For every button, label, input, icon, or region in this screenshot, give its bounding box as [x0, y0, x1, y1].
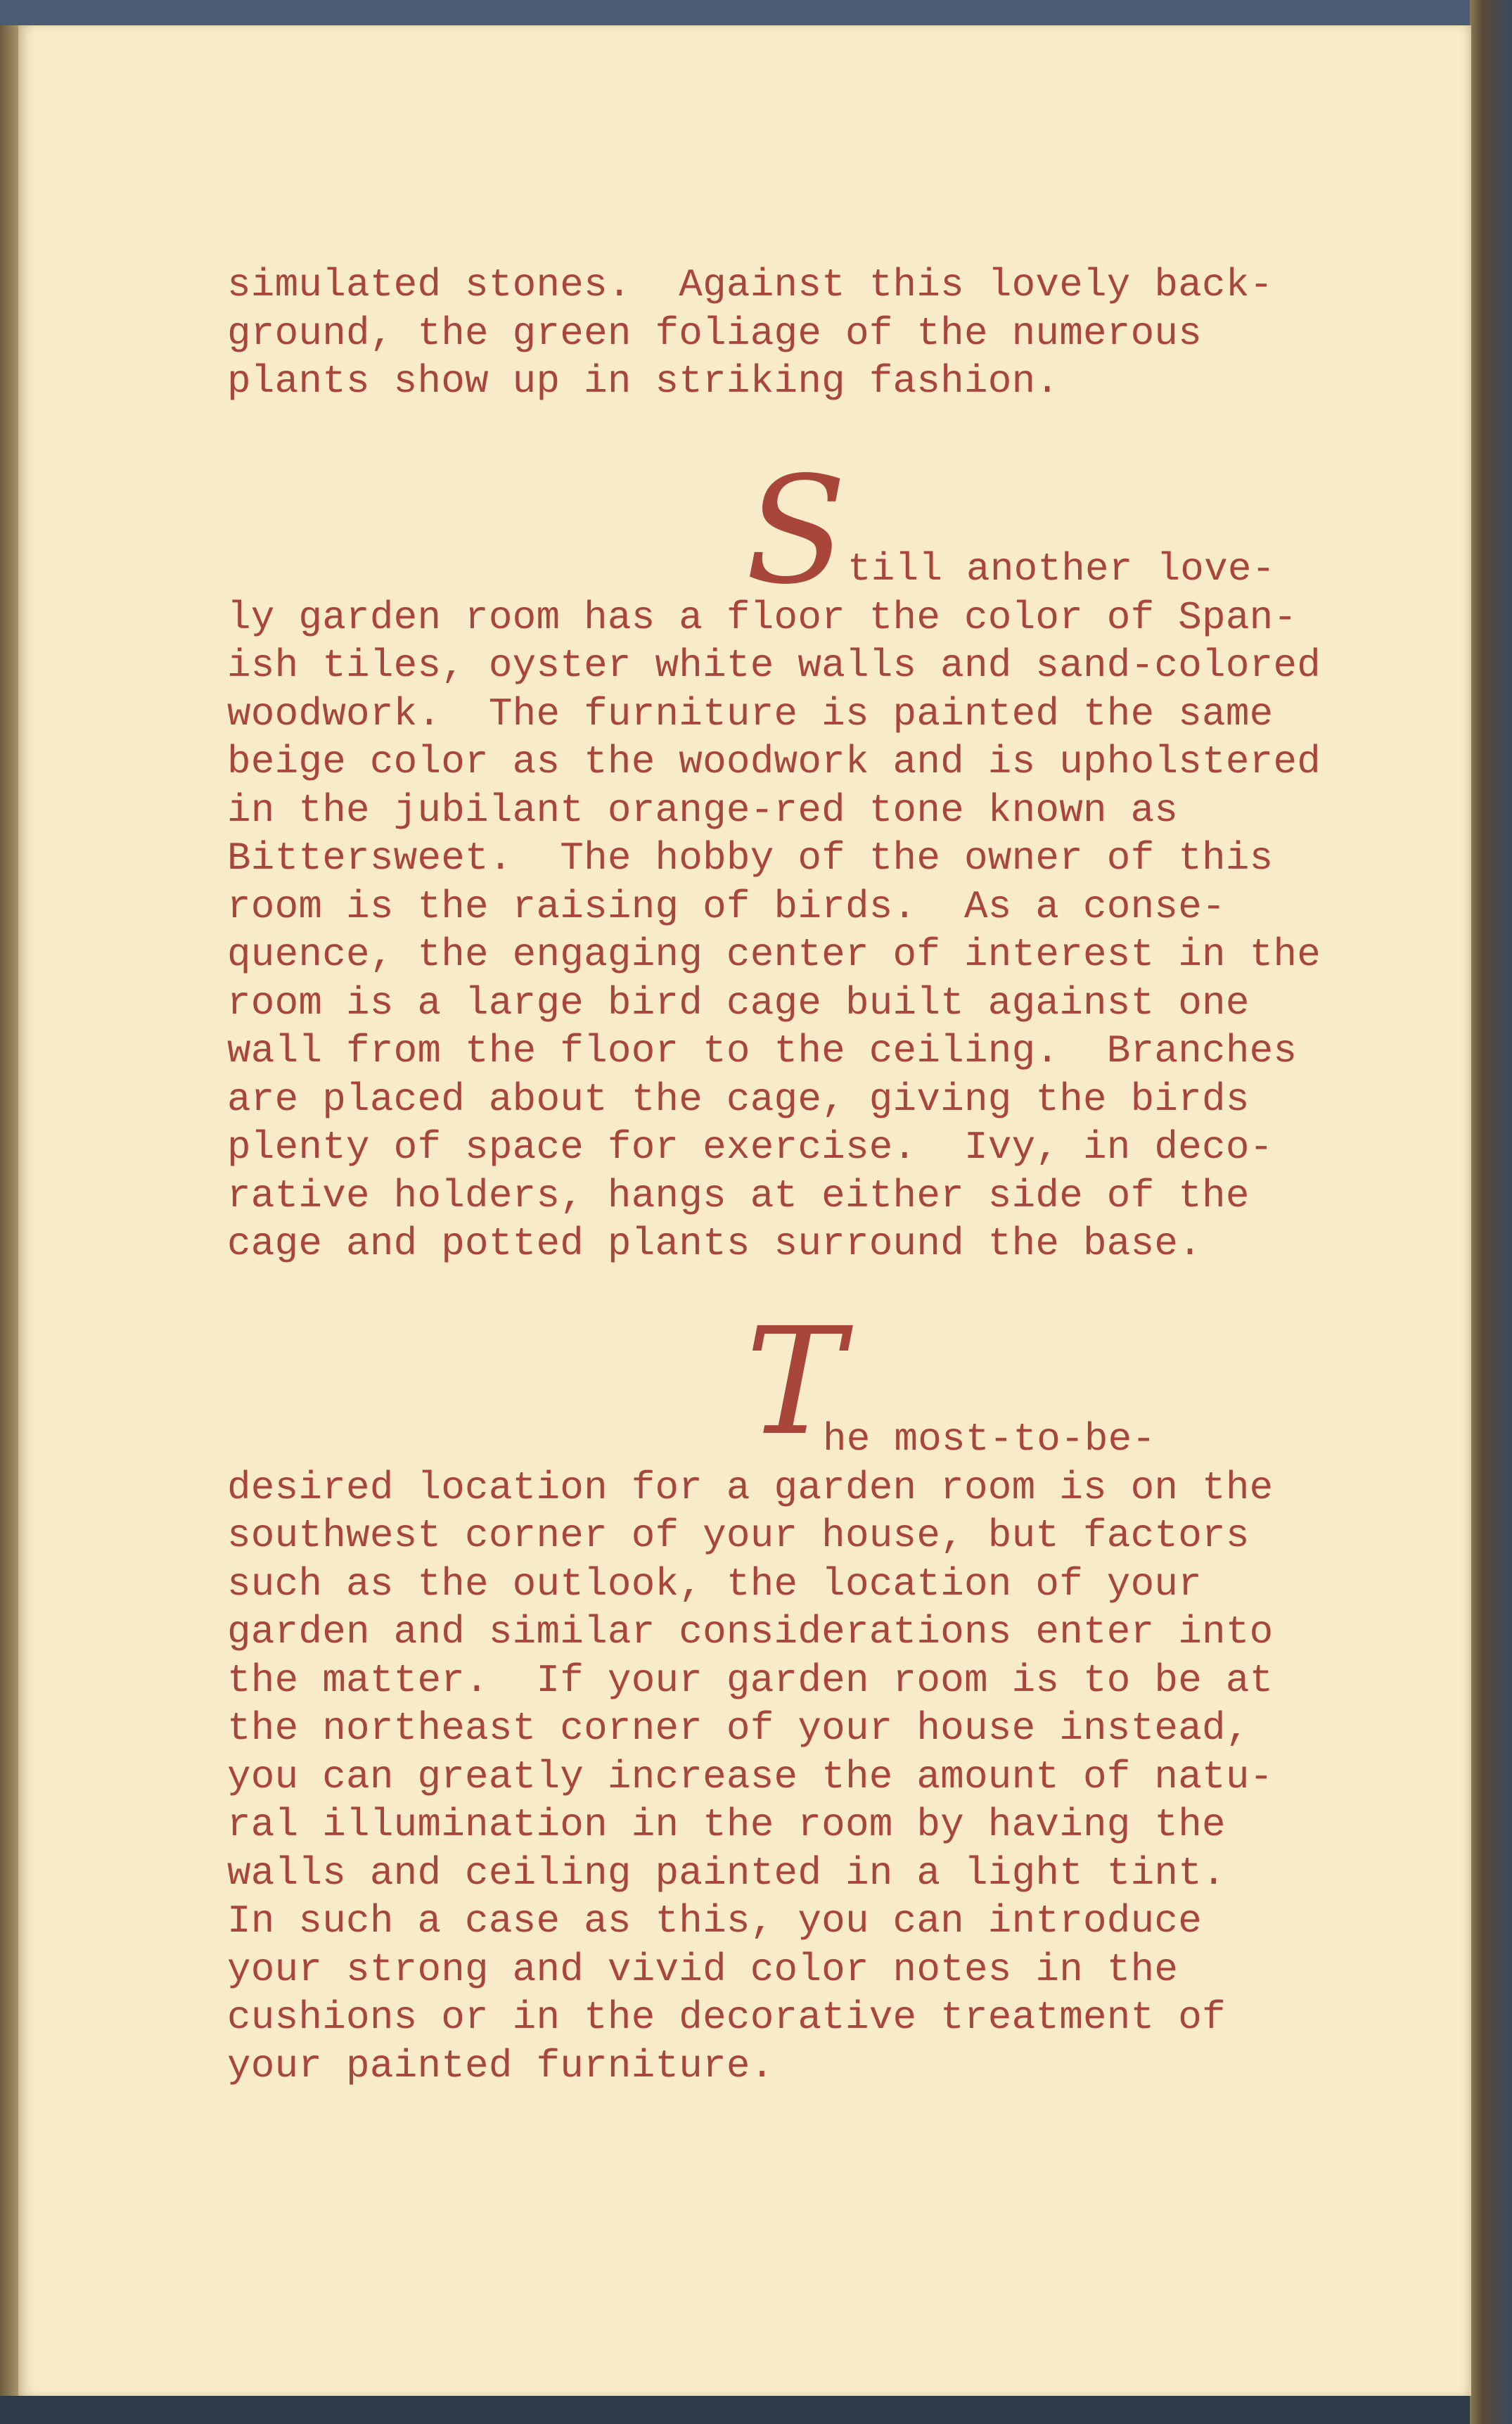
text-line: quence, the engaging center of interest in the — [227, 932, 1321, 977]
text-line: he most-to-be- — [823, 1417, 1156, 1462]
text-line: Bittersweet. The hobby of the owner of this — [227, 836, 1274, 881]
text-line: desired location for a garden room is on the — [227, 1465, 1274, 1510]
text-line: the matter. If your garden room is to be at — [227, 1657, 1274, 1703]
text-line: the northeast corner of your house instead, — [227, 1706, 1250, 1751]
paragraph-1 — [227, 261, 1273, 406]
text-line: ish tiles, oyster white walls and sand-colored — [227, 643, 1321, 688]
paragraph-2 — [227, 545, 1321, 1268]
text-line: are placed about the cage, giving the birds — [227, 1076, 1250, 1122]
book-cover-edge — [0, 0, 1512, 28]
text-line: ground, the green foliage of the numerous — [227, 310, 1203, 356]
text-line: room is the raising of birds. As a conse- — [227, 884, 1226, 929]
text-line: till another love- — [847, 547, 1276, 592]
drop-cap-s: S — [745, 445, 847, 617]
text-line: garden and similar considerations enter into — [227, 1609, 1274, 1654]
text-line: in the jubilant orange-red tone known as — [227, 787, 1179, 833]
text-line: woodwork. The furniture is painted the same — [227, 691, 1274, 736]
text-line: room is a large bird cage built against one — [227, 980, 1250, 1026]
book-cover-edge-right — [1470, 0, 1512, 2424]
page-binding — [0, 25, 18, 2396]
text-line: such as the outlook, the location of your — [227, 1561, 1203, 1607]
text-line: plenty of space for exercise. Ivy, in deco- — [227, 1125, 1274, 1170]
text-line: simulated stones. Against this lovely back- — [227, 262, 1274, 307]
text-line: ral illumination in the room by having the — [227, 1802, 1226, 1847]
text-line: In such a case as this, you can introduce — [227, 1899, 1203, 1944]
text-line: cushions or in the decorative treatment of — [227, 1995, 1226, 2040]
text-line: beige color as the woodwork and is upholstered — [227, 739, 1321, 784]
text-line: wall from the floor to the ceiling. Branches — [227, 1028, 1298, 1073]
text-line: cage and potted plants surround the base. — [227, 1221, 1203, 1266]
text-line: you can greatly increase the amount of natu- — [227, 1754, 1274, 1799]
text-line: rative holders, hangs at either side of the — [227, 1173, 1250, 1218]
text-line: your painted furniture. — [227, 2043, 774, 2088]
text-line: your strong and vivid color notes in the — [227, 1946, 1179, 1992]
paragraph-3 — [227, 1415, 1273, 2090]
text-line: walls and ceiling painted in a light tint. — [227, 1850, 1226, 1896]
text-line: ly garden room has a floor the color of Span- — [227, 594, 1298, 640]
drop-cap-t: T — [745, 1296, 845, 1468]
text-line: southwest corner of your house, but factors — [227, 1513, 1250, 1558]
text-line: plants show up in striking fashion. — [227, 359, 1060, 404]
